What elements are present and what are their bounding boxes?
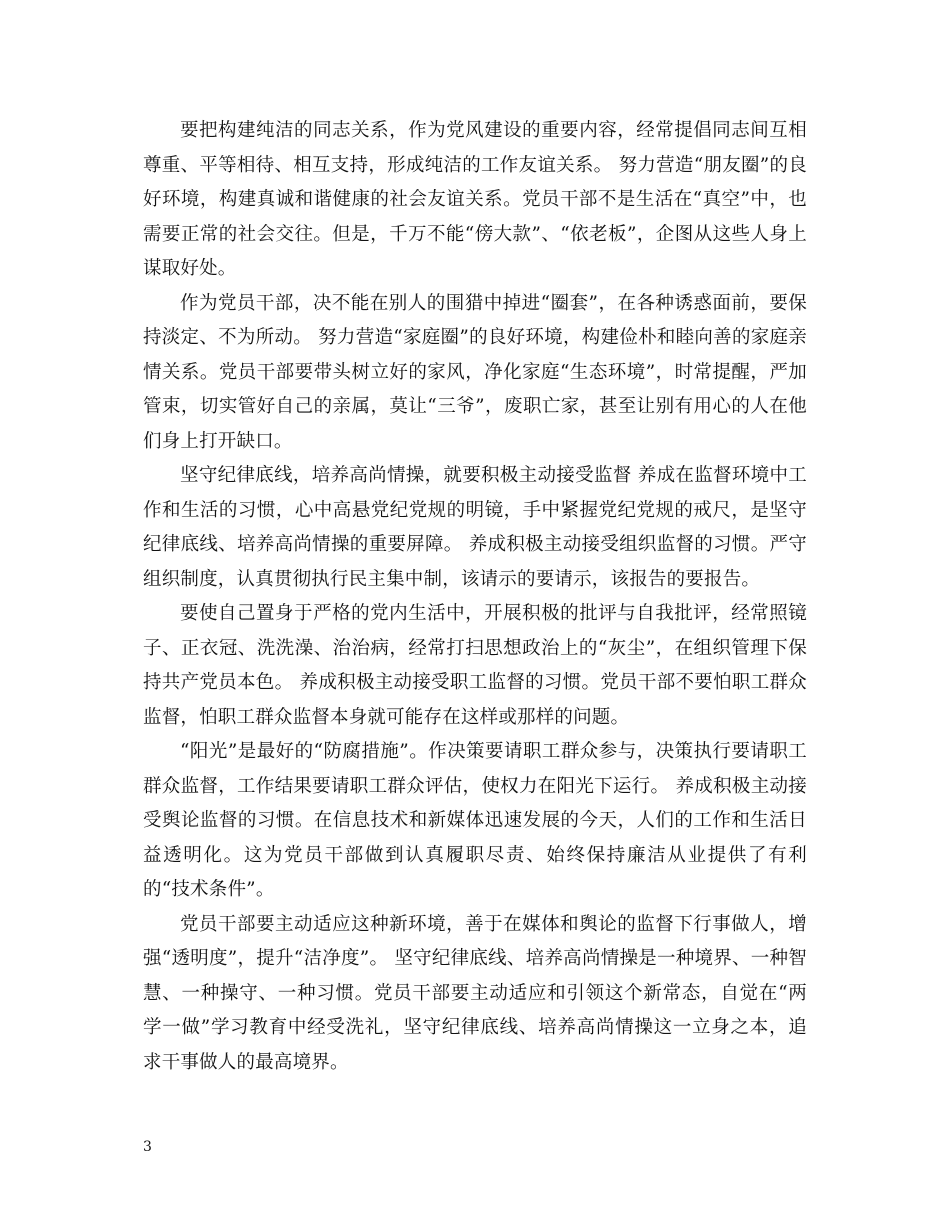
- paragraph: “阳光”是最好的“防腐措施”。作决策要请职工群众参与，决策执行要请职工群众监督，工作结果要请职工群众评估，使权力在阳光下运行。 养成积极主动接受舆论监督的习惯。在信息技术和新媒体迅速发展的今天，人们的工作和生活日益透明化。这为党员干部做到认真履职尽责、始终保持廉洁从业提供了有利的“技术条件”。: [143, 741, 807, 900]
- document-body: [143, 114, 807, 1080]
- page-number: 3: [143, 1139, 152, 1155]
- paragraph: 党员干部要主动适应这种新环境，善于在媒体和舆论的监督下行事做人，增强“透明度”，提升“洁净度”。 坚守纪律底线、培养高尚情操是一种境界、一种智慧、一种操守、一种习惯。党员干部要主动适应和引领这个新常态，自觉在“两学一做”学习教育中经受洗礼，坚守纪律底线、培养高尚情操这一立身之本，追求干事做人的最高境界。: [143, 913, 807, 1073]
- paragraph: 作为党员干部，决不能在别人的围猎中掉进“圈套”，在各种诱惑面前，要保持淡定、不为所动。 努力营造“家庭圈”的良好环境，构建俭朴和睦向善的家庭亲情关系。党员干部要带头树立好的家风，净化家庭“生态环境”，时常提醒，严加管束，切实管好自己的亲属，莫让“三爷”，废职亡家，甚至让别有用心的人在他们身上打开缺口。: [143, 292, 807, 452]
- paragraph: 坚守纪律底线，培养高尚情操，就要积极主动接受监督 养成在监督环境中工作和生活的习惯，心中高悬党纪党规的明镜，手中紧握党纪党规的戒尺，是坚守纪律底线、培养高尚情操的重要屏障。 养成积极主动接受组织监督的习惯。严守组织制度，认真贯彻执行民主集中制，该请示的要请示，该报告的要报告。: [143, 465, 807, 590]
- paragraph: 要使自己置身于严格的党内生活中，开展积极的批评与自我批评，经常照镜子、正衣冠、洗洗澡、治治病，经常打扫思想政治上的“灰尘”，在组织管理下保持共产党员本色。 养成积极主动接受职工监督的习惯。党员干部不要怕职工群众监督，怕职工群众监督本身就可能存在这样或那样的问题。: [143, 603, 807, 728]
- paragraph: 要把构建纯洁的同志关系，作为党风建设的重要内容，经常提倡同志间互相尊重、平等相待、相互支持，形成纯洁的工作友谊关系。 努力营造“朋友圈”的良好环境，构建真诚和谐健康的社会友谊关系。党员干部不是生活在“真空”中，也需要正常的社会交往。但是，千万不能“傍大款”、“依老板”，企图从这些人身上谋取好处。: [143, 120, 807, 279]
